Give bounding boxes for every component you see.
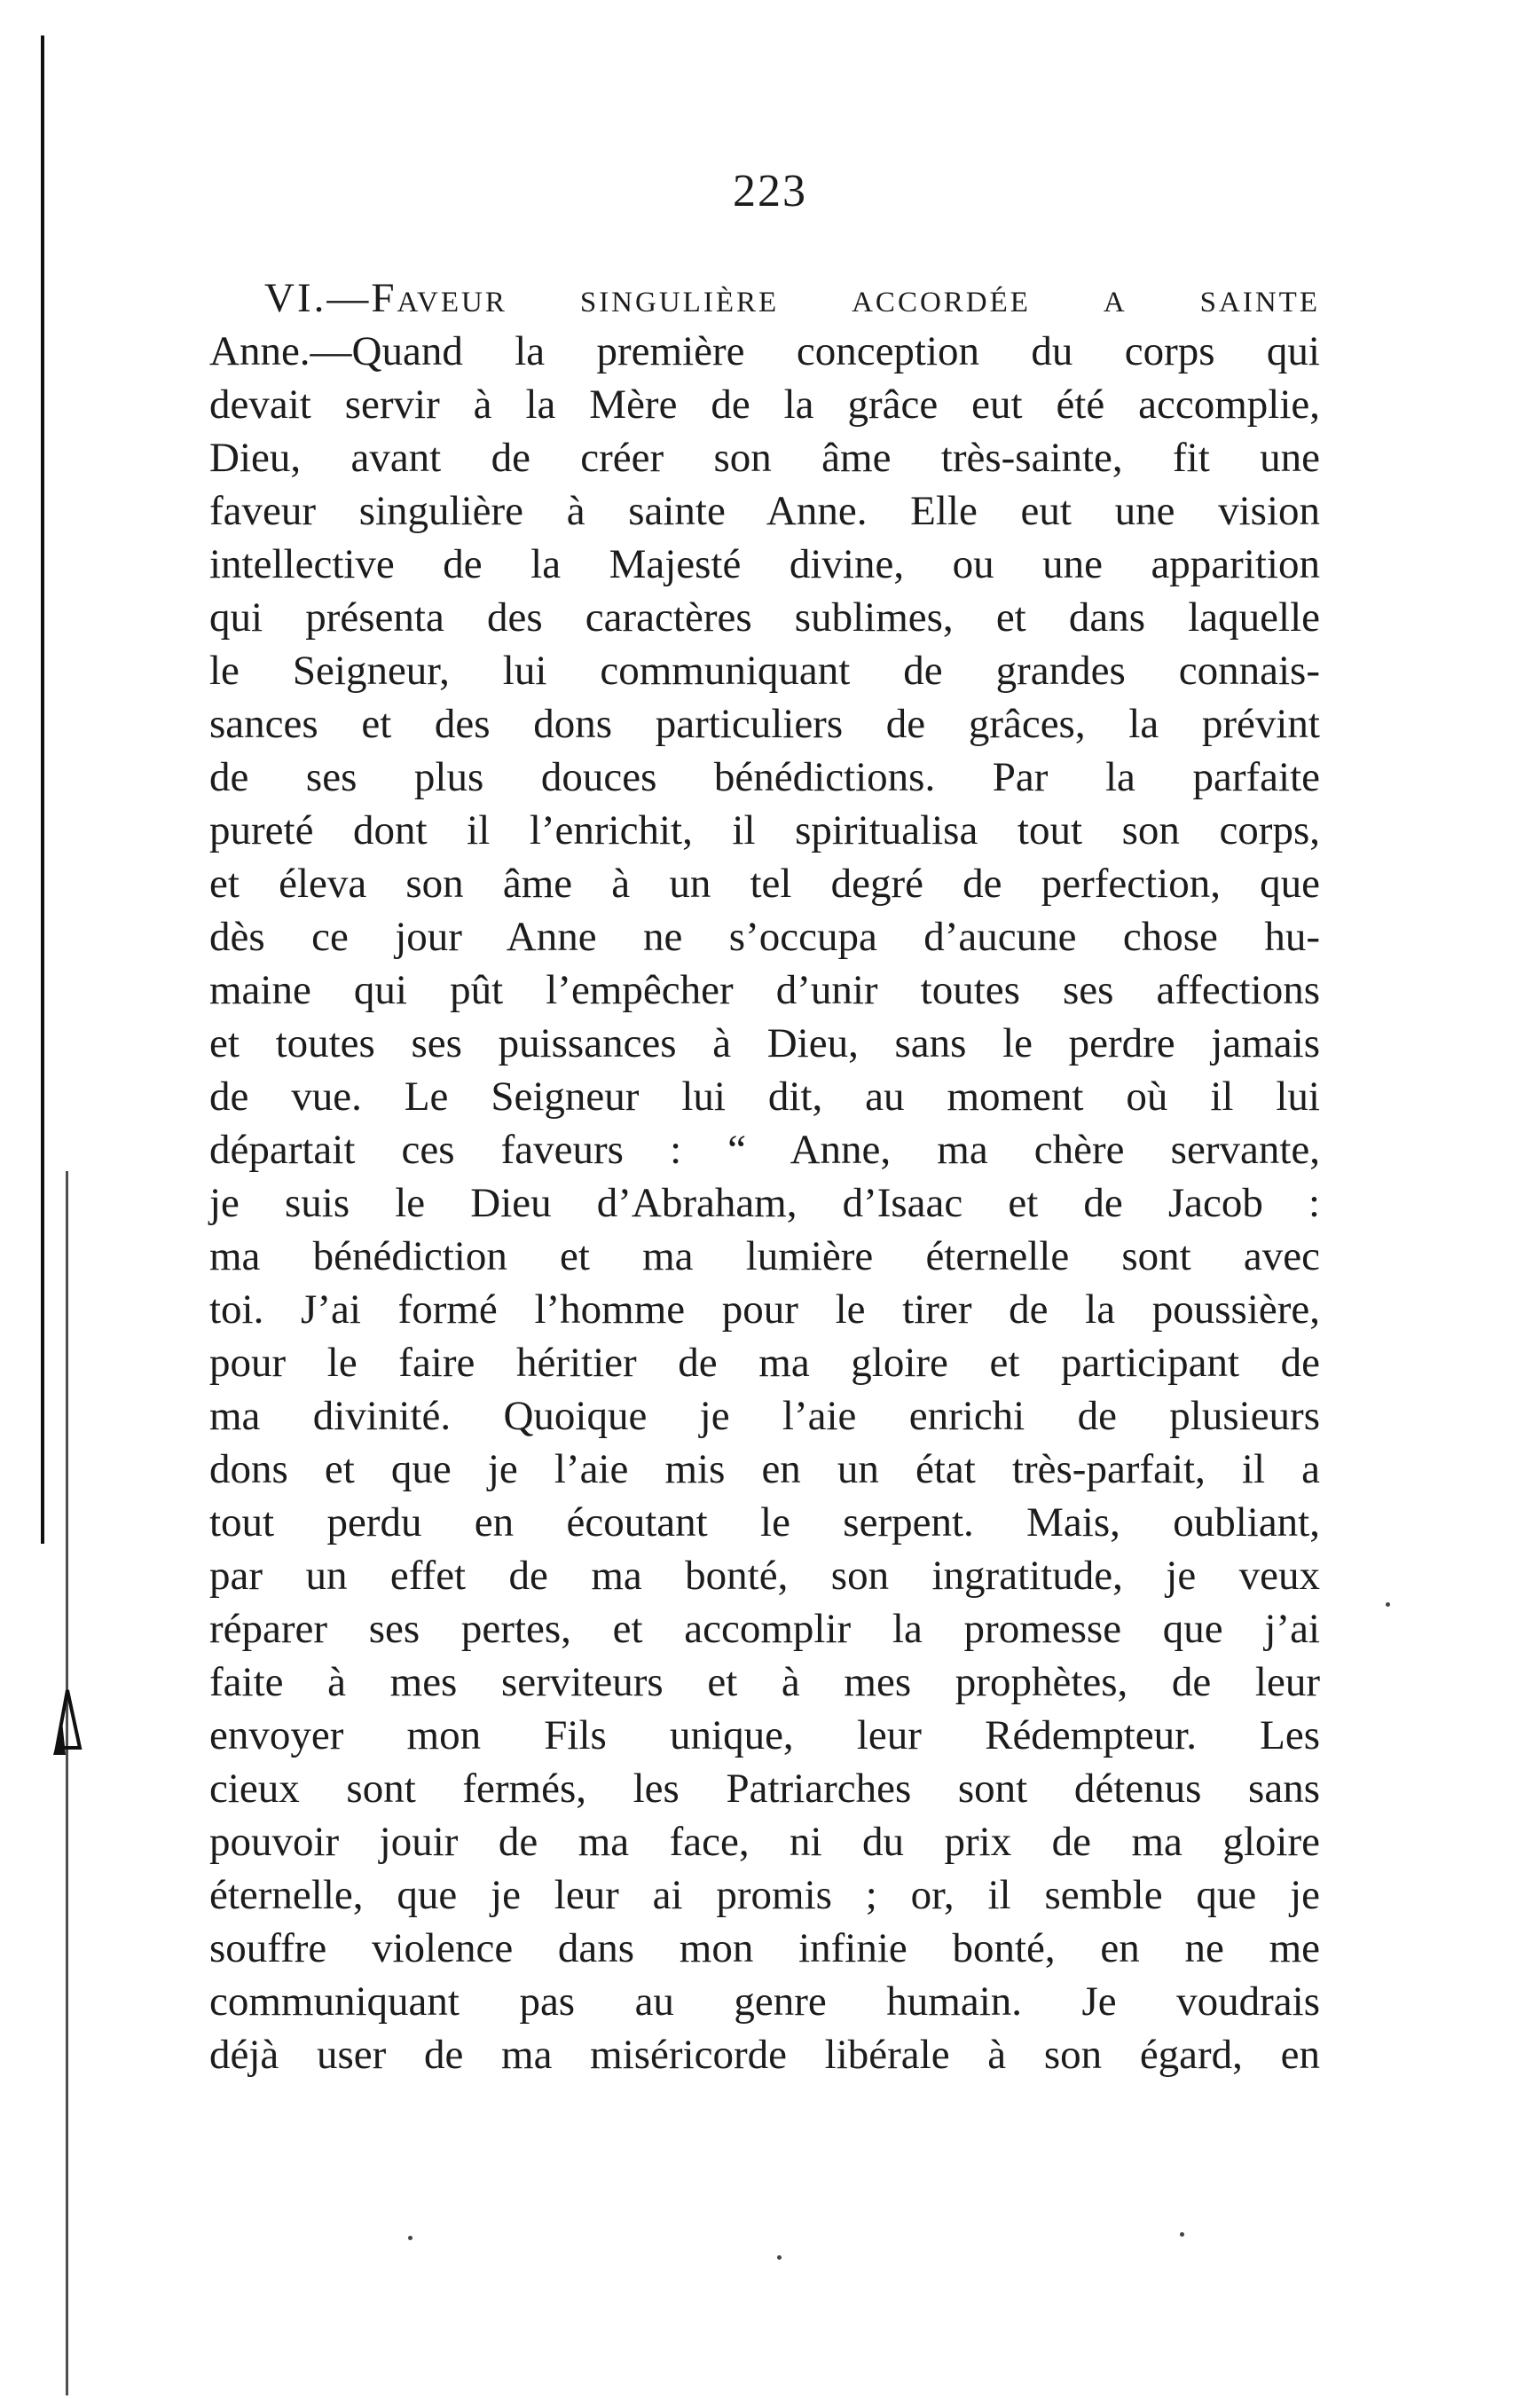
text-line: ma divinité. Quoique je l’aie enrichi de plusieurs (209, 1393, 1320, 1439)
text-line: et éleva son âme à un tel degré de perfection, que (209, 861, 1320, 907)
stray-mark (1180, 2232, 1184, 2237)
text-line: de ses plus douces bénédictions. Par la parfaite (209, 754, 1320, 800)
text-line: envoyer mon Fils unique, leur Rédempteur. Les (209, 1712, 1320, 1758)
page-number: 223 (733, 166, 807, 216)
text-line: qui présenta des caractères sublimes, et dans laquelle (209, 594, 1320, 641)
text-line: faveur singulière à sainte Anne. Elle eut une vision (209, 488, 1320, 534)
text-line: faite à mes serviteurs et à mes prophètes, de leur (209, 1659, 1320, 1705)
text-line: maine qui pût l’empêcher d’unir toutes ses affections (209, 967, 1320, 1013)
binding-mark-icon (50, 1686, 85, 1757)
text-line: souffre violence dans mon infinie bonté, en ne me (209, 1925, 1320, 1971)
stray-mark (777, 2255, 782, 2260)
text-line: pureté dont il l’enrichit, il spiritualisa tout son corps, (209, 807, 1320, 853)
text-line: devait servir à la Mère de la grâce eut été accomplie, (209, 381, 1320, 428)
text-line: toi. J’ai formé l’homme pour le tirer de la poussière, (209, 1286, 1320, 1333)
text-line: communiquant pas au genre humain. Je voudrais (209, 1978, 1320, 2025)
text-line: dons et que je l’aie mis en un état très-parfait, il a (209, 1446, 1320, 1492)
text-line: cieux sont fermés, les Patriarches sont détenus sans (209, 1766, 1320, 1812)
text-line: et toutes ses puissances à Dieu, sans le perdre jamais (209, 1020, 1320, 1066)
text-line: départait ces faveurs : “ Anne, ma chère servante, (209, 1127, 1320, 1173)
text-line: intellective de la Majesté divine, ou une apparition (209, 541, 1320, 587)
text-line: je suis le Dieu d’Abraham, d’Isaac et de Jacob : (209, 1180, 1320, 1226)
text-line: par un effet de ma bonté, son ingratitude, je veux (209, 1553, 1320, 1599)
text-line: Anne.—Quand la première conception du corps qui (209, 328, 1320, 374)
text-line: déjà user de ma miséricorde libérale à son égard, en (209, 2032, 1320, 2078)
text-line: dès ce jour Anne ne s’occupa d’aucune chose hu- (209, 914, 1320, 960)
text-line: pour le faire héritier de ma gloire et participant de (209, 1340, 1320, 1386)
text-line: réparer ses pertes, et accomplir la promesse que j’ai (209, 1606, 1320, 1652)
text-line: éternelle, que je leur ai promis ; or, il semble que je (209, 1872, 1320, 1918)
text-line: pouvoir jouir de ma face, ni du prix de ma gloire (209, 1819, 1320, 1865)
text-line: ma bénédiction et ma lumière éternelle sont avec (209, 1233, 1320, 1279)
text-line: le Seigneur, lui communiquant de grandes connais- (209, 648, 1320, 694)
text-line: Dieu, avant de créer son âme très-sainte, fit une (209, 435, 1320, 481)
stray-mark (408, 2236, 412, 2240)
page-binding-edge-lower (66, 1171, 68, 2395)
text-line: de vue. Le Seigneur lui dit, au moment où il lui (209, 1074, 1320, 1120)
text-line: tout perdu en écoutant le serpent. Mais, oubliant, (209, 1499, 1320, 1546)
stray-mark (1386, 1602, 1390, 1607)
section-heading-line: VI.—Faveur singulière accordée a sainte (264, 275, 1320, 321)
text-line: sances et des dons particuliers de grâces, la prévint (209, 701, 1320, 747)
body-text (209, 271, 1320, 2081)
page-binding-edge (41, 35, 44, 1544)
